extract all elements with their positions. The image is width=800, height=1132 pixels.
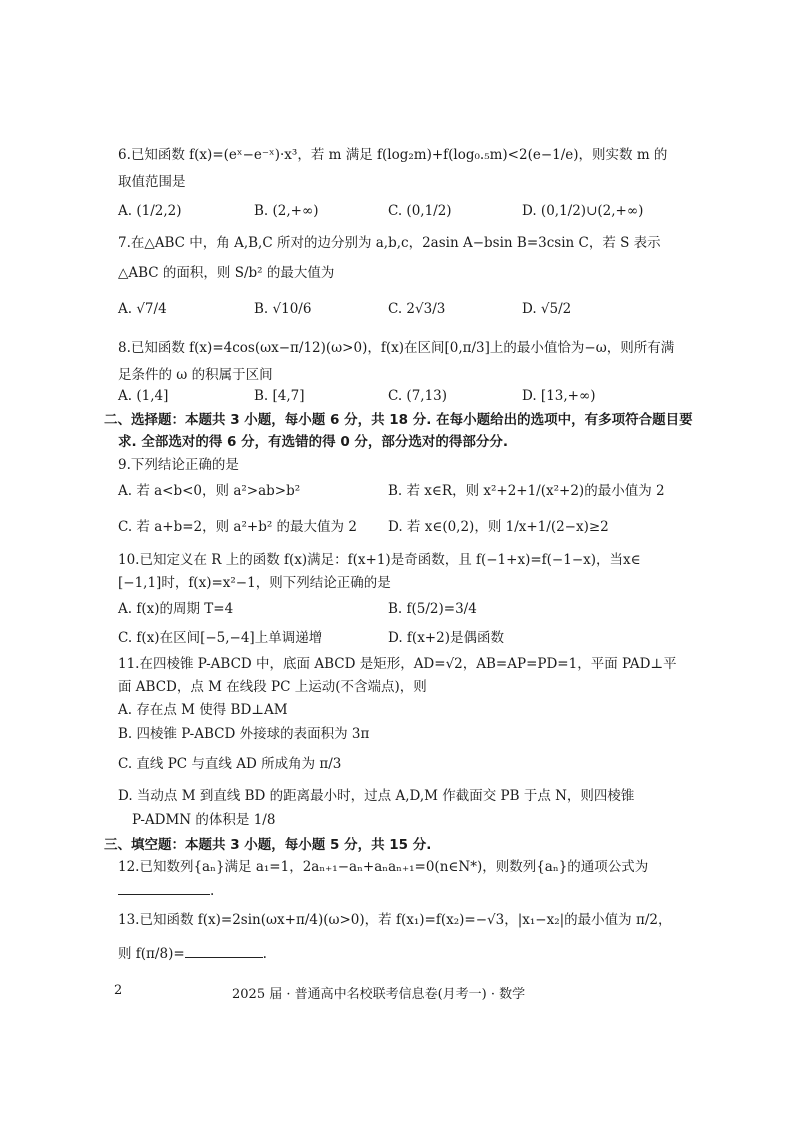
q11-stem-line2: 面 ABCD，点 M 在线段 PC 上运动(不含端点)，则 [118, 679, 427, 695]
q8-stem-line2: 足条件的 ω 的积属于区间 [118, 367, 273, 383]
section3-heading: 三、填空题：本题共 3 小题，每小题 5 分，共 15 分. [104, 837, 432, 853]
q12-period: . [210, 883, 215, 899]
q9-option-d: D. 若 x∈(0,2)，则 1/x+1/(2−x)≥2 [388, 519, 609, 535]
q11-option-b: B. 四棱锥 P-ABCD 外接球的表面积为 3π [118, 726, 370, 742]
q12-stem-line1: 12.已知数列{aₙ}满足 a₁=1，2aₙ₊₁−aₙ+aₙaₙ₊₁=0(n∈N*)，则数列{aₙ}的通项公式为 [118, 859, 649, 875]
q10-option-c: C. f(x)在区间[−5,−4]上单调递增 [118, 630, 323, 646]
q12-answer-blank [118, 880, 210, 895]
q8-stem-line1: 8.已知函数 f(x)=4cos(ωx−π/12)(ω>0)，f(x)在区间[0,π/3]上的最小值恰为−ω，则所有满 [118, 340, 675, 356]
q7-option-a: A. √7/4 [118, 301, 167, 317]
q13-period: . [262, 946, 267, 962]
q8-option-d: D. [13,+∞) [522, 388, 596, 404]
q8-option-c: C. (7,13) [388, 388, 448, 404]
q11-option-a: A. 存在点 M 使得 BD⊥AM [118, 702, 288, 718]
q8-option-a: A. (1,4] [118, 388, 169, 404]
q13-answer-blank [185, 943, 263, 958]
q6-option-a: A. (1/2,2) [118, 203, 182, 219]
page-number: 2 [114, 983, 123, 998]
q11-stem-line1: 11.在四棱锥 P-ABCD 中，底面 ABCD 是矩形，AD=√2，AB=AP=PD=1，平面 PAD⊥平 [118, 656, 677, 672]
q6-option-b: B. (2,+∞) [254, 203, 319, 219]
q6-option-d: D. (0,1/2)∪(2,+∞) [522, 203, 644, 219]
q11-option-d-line2: P-ADMN 的体积是 1/8 [132, 812, 276, 828]
q10-stem-line2: [−1,1]时，f(x)=x²−1，则下列结论正确的是 [118, 575, 391, 591]
q7-option-c: C. 2√3/3 [388, 301, 446, 317]
q10-option-d: D. f(x+2)是偶函数 [388, 630, 504, 646]
q10-stem-line1: 10.已知定义在 R 上的函数 f(x)满足：f(x+1)是奇函数，且 f(−1+x)=f(−1−x)，当x∈ [118, 552, 641, 568]
q13-stem-line1: 13.已知函数 f(x)=2sin(ωx+π/4)(ω>0)，若 f(x₁)=f(x₂)=−√3，|x₁−x₂|的最小值为 π/2， [118, 912, 672, 928]
q6-stem-line2: 取值范围是 [118, 174, 186, 190]
section2-heading-line1: 二、选择题：本题共 3 小题，每小题 6 分，共 18 分. 在每小题给出的选项中，有多项符合题目要 [104, 412, 693, 428]
q9-option-c: C. 若 a+b=2，则 a²+b² 的最大值为 2 [118, 519, 357, 535]
q6-stem-line1: 6.已知函数 f(x)=(eˣ−e⁻ˣ)·x³，若 m 满足 f(log₂m)+f(log₀.₅m)<2(e−1/e)，则实数 m 的 [118, 147, 668, 163]
q9-option-b: B. 若 x∈R，则 x²+2+1/(x²+2)的最小值为 2 [388, 483, 665, 499]
q10-option-a: A. f(x)的周期 T=4 [118, 601, 234, 617]
q13-answer-line [118, 943, 267, 964]
q8-option-b: B. [4,7] [254, 388, 305, 404]
section2-heading-line2: 求. 全部选对的得 6 分，有选错的得 0 分，部分选对的得部分分. [118, 434, 509, 450]
q12-answer-line [118, 880, 214, 901]
q7-option-d: D. √5/2 [522, 301, 572, 317]
q9-stem: 9.下列结论正确的是 [118, 457, 239, 473]
footer-title: 2025 届 · 普通高中名校联考信息卷(月考一) · 数学 [232, 987, 526, 1002]
q11-option-d-line1: D. 当动点 M 到直线 BD 的距离最小时，过点 A,D,M 作截面交 PB 于点 N，则四棱锥 [118, 788, 635, 804]
q9-option-a: A. 若 a<b<0，则 a²>ab>b² [118, 483, 301, 499]
q10-option-b: B. f(5/2)=3/4 [388, 601, 477, 617]
q7-stem-line2: △ABC 的面积，则 S/b² 的最大值为 [118, 265, 335, 281]
q7-stem-line1: 7.在△ABC 中，角 A,B,C 所对的边分别为 a,b,c，2asin A−bsin B=3csin C，若 S 表示 [118, 235, 661, 251]
q7-option-b: B. √10/6 [254, 301, 312, 317]
q11-option-c: C. 直线 PC 与直线 AD 所成角为 π/3 [118, 756, 342, 772]
q13-stem-line2: 则 f(π/8)= [118, 946, 185, 962]
q6-option-c: C. (0,1/2) [388, 203, 452, 219]
